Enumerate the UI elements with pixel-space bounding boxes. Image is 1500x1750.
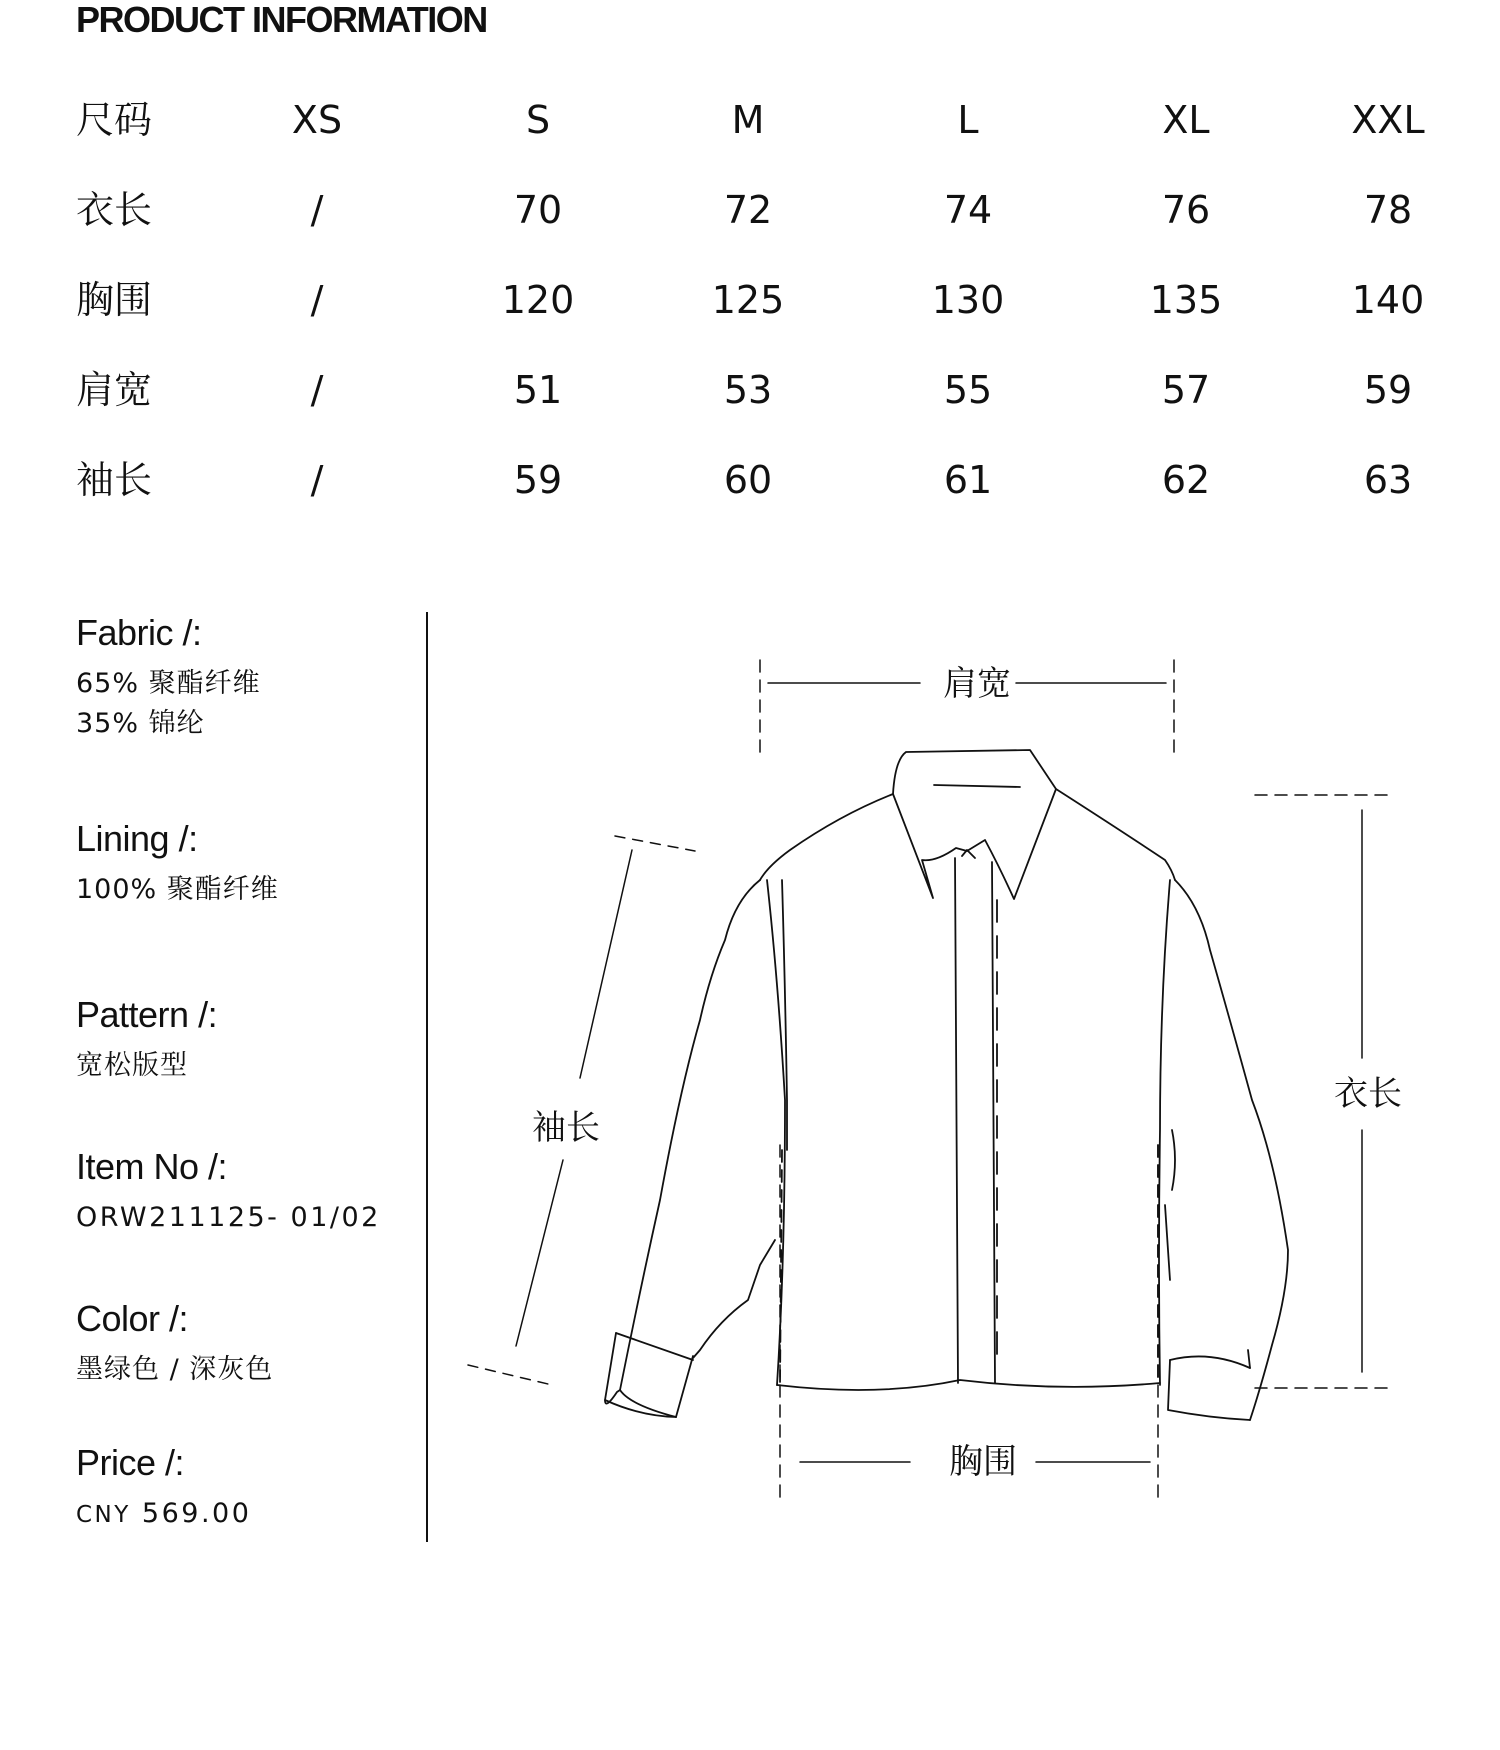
shoulder-width-label: 肩宽 [939,664,1015,704]
pattern-value: 宽松版型 [76,1050,188,1081]
table-cell: 59 [513,458,563,502]
table-cell: 70 [513,188,563,232]
table-cell: 62 [1161,458,1211,502]
table-header-cell: L [957,98,979,142]
table-cell: 63 [1363,458,1413,502]
page-title: PRODUCT INFORMATION [76,0,487,40]
price-amount: 569.00 [141,1498,252,1529]
sleeve-length-label: 袖长 [528,1108,604,1148]
item-no-value: ORW211125- 01/02 [76,1202,381,1233]
length-label: 衣长 [1330,1074,1406,1114]
table-cell: 61 [943,458,993,502]
table-cell: 120 [501,278,575,322]
table-header-cell: XS [291,98,343,142]
table-cell: 53 [723,368,773,412]
table-cell: 57 [1161,368,1211,412]
table-row-label: 衣长 [76,188,153,232]
table-cell: / [310,188,324,232]
table-row-label: 胸围 [76,278,153,322]
table-header-cell: M [731,98,765,142]
table-cell: 59 [1363,368,1413,412]
table-header-cell: 尺码 [76,98,153,142]
shirt-outline [605,750,1288,1420]
fabric-line: 65% 聚酯纤维 [76,668,261,699]
color-value: 墨绿色 / 深灰色 [76,1354,274,1385]
table-cell: 76 [1161,188,1211,232]
table-cell: 130 [931,278,1005,322]
table-cell: 78 [1363,188,1413,232]
pattern-heading: Pattern /: [76,994,218,1035]
fabric-heading: Fabric /: [76,612,202,653]
price-currency: CNY [76,1502,131,1528]
price-heading: Price /: [76,1442,185,1483]
table-row-label: 肩宽 [76,368,153,412]
fabric-line: 35% 锦纶 [76,708,205,739]
table-cell: / [310,368,324,412]
table-cell: 135 [1149,278,1223,322]
table-cell: / [310,458,324,502]
chest-label: 胸围 [945,1442,1021,1482]
item-no-heading: Item No /: [76,1146,228,1187]
lining-value: 100% 聚酯纤维 [76,874,279,905]
table-header-cell: S [525,98,551,142]
table-cell: 55 [943,368,993,412]
lining-heading: Lining /: [76,818,198,859]
table-cell: 60 [723,458,773,502]
table-cell: 72 [723,188,773,232]
table-header-cell: XL [1162,98,1210,142]
table-cell: 74 [943,188,993,232]
table-cell: / [310,278,324,322]
table-header-cell: XXL [1351,98,1425,142]
table-row-label: 袖长 [76,458,153,502]
color-heading: Color /: [76,1298,189,1339]
table-cell: 140 [1351,278,1425,322]
table-cell: 125 [711,278,785,322]
table-cell: 51 [513,368,563,412]
